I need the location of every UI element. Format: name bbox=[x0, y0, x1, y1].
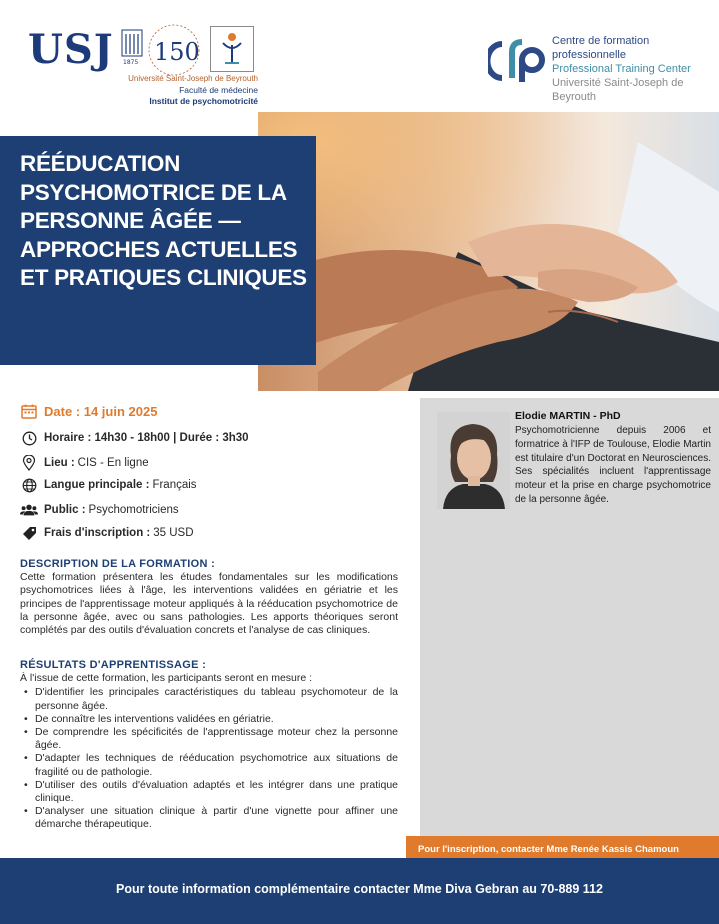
cfp-logo bbox=[488, 34, 708, 103]
public-value: Psychomotriciens bbox=[88, 504, 179, 516]
info-public bbox=[20, 502, 179, 518]
hands-photo bbox=[258, 112, 719, 391]
usj-emblem-icon bbox=[120, 28, 144, 66]
list-item: • D'identifier les principales caractéristiques du tableau psychomoteur de la personne âgée. bbox=[20, 686, 398, 712]
usj-logo bbox=[28, 22, 258, 112]
cfp-line-4: Université Saint-Joseph de Beyrouth bbox=[552, 77, 684, 103]
results-title: RÉSULTATS D'APPRENTISSAGE : bbox=[20, 659, 207, 671]
list-item: • D'utiliser des outils d'évaluation adaptés et les intégrer dans une pratique clinique. bbox=[20, 779, 398, 805]
date-text: Date : 14 juin 2025 bbox=[44, 403, 158, 419]
usj-faculty: Faculté de médecine bbox=[179, 85, 258, 95]
speaker-bio: Psychomotricienne depuis 2006 et formatrice à l'IFP de Toulouse, Elodie Martin est titulaire d'un Doctorat en Neurosciences. Ses spécialités incluent l'apprentissage moteur et la prise en charge psychomotrice de la personne âgée. bbox=[515, 425, 711, 505]
speaker-name: Elodie MARTIN - PhD bbox=[515, 410, 621, 422]
footer bbox=[0, 858, 719, 924]
clock-icon bbox=[20, 430, 38, 446]
footer-text: Pour toute information complémentaire contacter Mme Diva Gebran au 70-889 112 bbox=[116, 882, 603, 896]
speaker-panel bbox=[420, 398, 719, 836]
contact-line-1: Pour l'inscription, contacter Mme Renée Kassis Chamoun bbox=[418, 844, 679, 855]
cfp-line-1: Centre de formation bbox=[552, 35, 650, 47]
horaire-text: Horaire : 14h30 - 18h00 | Durée : 3h30 bbox=[44, 432, 249, 444]
usj-university-name: Université Saint-Joseph de Beyrouth bbox=[128, 74, 258, 83]
list-item: • D'adapter les techniques de rééducation psychomotrice aux situations de fragilité ou de pathologie. bbox=[20, 752, 398, 778]
description-title: DESCRIPTION DE LA FORMATION : bbox=[20, 558, 216, 570]
results-section bbox=[20, 659, 398, 832]
lieu-value: CIS - En ligne bbox=[77, 457, 149, 469]
description-text: Cette formation présentera les études fondamentales sur les modifications psychomotrices liées à l'âge, les interventions validées en gériatrie et les principes de l'apprentissage moteur appliqués à la rééducation psychomotrice de la personne âgée, avec ou sans pathologies. Les apports théoriques seront complétés par des outils d'évaluation concrets et l'analyse de cas cliniques. bbox=[20, 571, 398, 637]
info-horaire bbox=[20, 430, 252, 446]
page-title: RÉÉDUCATION PSYCHOMOTRICE DE LA PERSONNE ÂGÉE — APPROCHES ACTUELLES ET PRATIQUES CLINIQUES bbox=[20, 151, 307, 290]
speaker-photo bbox=[437, 412, 510, 509]
usj-anniv: 150 bbox=[154, 38, 200, 66]
frais-value: 35 USD bbox=[153, 527, 194, 539]
info-date bbox=[20, 403, 157, 419]
cfp-mark-icon bbox=[488, 38, 546, 84]
list-item: • De connaître les interventions validées en gériatrie. bbox=[20, 713, 398, 726]
langue-label: Langue principale : bbox=[44, 479, 150, 491]
ipm-icon bbox=[211, 27, 253, 71]
lieu-label: Lieu : bbox=[44, 457, 75, 469]
usj-letters: USJ bbox=[28, 26, 114, 73]
info-lieu bbox=[20, 455, 149, 471]
title-banner bbox=[0, 136, 316, 365]
price-tag-icon bbox=[20, 525, 38, 541]
info-langue bbox=[20, 477, 197, 493]
cfp-line-3: Professional Training Center bbox=[552, 63, 691, 75]
cfp-line-2: professionnelle bbox=[552, 49, 626, 61]
usj-institute: Institut de psychomotricité bbox=[149, 96, 258, 106]
list-item: • D'analyser une situation clinique à partir d'une vignette pour affiner une démarche thérapeutique. bbox=[20, 805, 398, 831]
usj-year: 1875 bbox=[123, 59, 139, 66]
ipm-logo bbox=[210, 26, 254, 72]
calendar-icon bbox=[20, 403, 38, 419]
anniversary-150-icon bbox=[146, 22, 202, 78]
description-section bbox=[20, 558, 398, 637]
frais-label: Frais d'inscription : bbox=[44, 527, 151, 539]
results-intro: À l'issue de cette formation, les participants seront en mesure : bbox=[20, 672, 313, 685]
globe-icon bbox=[20, 477, 38, 493]
results-list bbox=[20, 686, 398, 831]
info-frais bbox=[20, 525, 194, 541]
langue-value: Français bbox=[152, 479, 197, 491]
list-item: • De comprendre les spécificités de l'apprentissage moteur chez la personne âgée. bbox=[20, 726, 398, 752]
location-pin-icon bbox=[20, 455, 38, 471]
public-label: Public : bbox=[44, 504, 86, 516]
users-icon bbox=[20, 502, 38, 518]
